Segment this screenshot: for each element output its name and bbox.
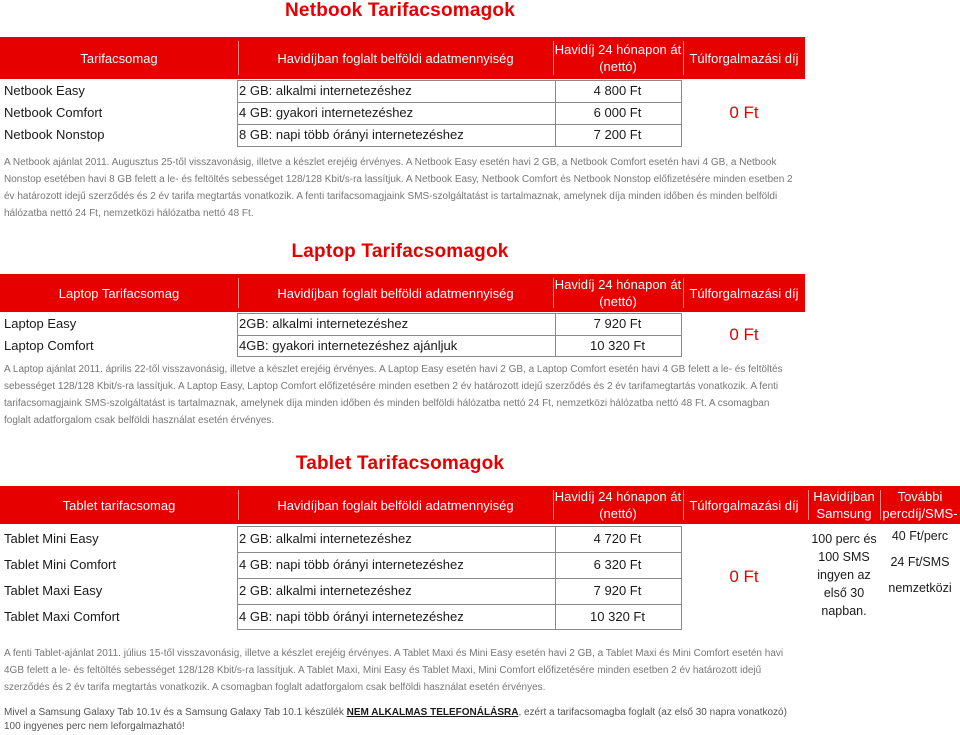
netbook-footnote: A Netbook ajánlat 2011. Augusztus 25-től visszavonásig, illetve a készlet erejéig érvényes. A Netbook Easy esetén havi 2 GB, a Netbook Comfort esetén havi 4 GB, a Netbook Nonstop esetében havi 8 GB felett a le- és feltöltés sebességet 128/128 Kbit/s-ra lassítjuk. A Netbook Easy, Netbook Comfort és Netbook Nonstop előfizetésére minden esetben 2 év határozott idejű szerződés és 2 év tarifa megtartás vonatkozik. A fenti tarifacsomagjaink SMS-szolgáltatást is tartalmaznak, amelynek díja minden időben és minden belföldi hálózatba nettó 24 Ft, nemzetközi hálózatba nettó 48 Ft. [4,157,793,219]
package-price: 7 920 Ft [593,316,642,331]
package-name: Netbook Easy [4,83,85,98]
header-package: Tarifacsomag [80,50,158,66]
package-name: Laptop Comfort [4,338,94,353]
laptop-footnote: A Laptop ajánlat 2011. április 22-től visszavonásig, illetve a készlet erejéig érvényes. A Laptop Easy esetén havi 2 GB, a Laptop Comfort esetén havi 4 GB felett a le- és feltöltés sebességet 128/128 Kbit/s-ra lassítjuk. A Laptop Easy, Laptop Comfort előfizetésére minden esetben 2 év határozott idejű szerződés és 2 év tarifamegtartás vonatkozik. A fenti tarifacsomagjaink SMS-szolgáltatást is tartalmaznak, amelynek díja minden időben és minden belföldi hálózatba nettó 24 Ft, nemzetközi hálózatba nettó 48 Ft. A csomagban foglalt adatforgalom csak belföldi használat esetén érvényes. [4,364,783,426]
disclaimer-emphasis: NEM ALKALMAS TELEFONÁLÁSRA [346,707,519,718]
overage-fee: 0 Ft [729,103,759,122]
package-price: 7 920 Ft [593,583,642,598]
laptop-table-header [0,274,805,312]
package-price: 6 000 Ft [593,105,642,120]
package-data: 4 GB: gyakori internetezéshez [239,105,414,120]
samsung-disclaimer [4,705,787,720]
samsung-disclaimer-line2: 100 ingyenes perc nem leforgalmazható! [4,721,185,732]
package-data: 4 GB: napi több órányi internetezéshez [239,557,464,572]
header-overage: Túlforgalmazási díj [689,285,799,301]
package-price: 4 800 Ft [593,83,642,98]
package-price: 6 320 Ft [593,557,642,572]
package-data: 2 GB: alkalmi internetezéshez [239,83,412,98]
package-data: 4GB: gyakori internetezéshez ajánljuk [239,338,458,353]
header-price: Havidíj 24 hónapon át (nettó) [554,277,682,309]
package-data: 2GB: alkalmi internetezéshez [239,316,409,331]
header-samsung: Havidíjban Samsung [813,489,875,521]
package-price: 4 720 Ft [593,531,642,546]
header-extra: További percdíj/SMS- [882,489,958,521]
header-overage: Túlforgalmazási díj [689,497,799,513]
disclaimer-text: Mivel a Samsung Galaxy Tab 10.1v és a Samsung Galaxy Tab 10.1 készülék [4,707,347,718]
netbook-title: Netbook Tarifacsomagok [285,0,515,21]
extra-minute-price: 40 Ft/perc [891,529,949,543]
header-data: Havidíjban foglalt belföldi adatmennyiség [277,285,514,301]
header-overage: Túlforgalmazási díj [689,50,799,66]
netbook-table-header [0,37,805,79]
extra-sms-price: 24 Ft/SMS [890,555,950,569]
laptop-title: Laptop Tarifacsomagok [291,241,509,262]
header-data: Havidíjban foglalt belföldi adatmennyiség [277,50,514,66]
disclaimer-text-end: , ezért a tarifacsomagba foglalt (az első 30 napra vonatkozó) [518,707,787,718]
package-name: Laptop Easy [4,316,77,331]
package-name: Netbook Comfort [4,105,103,120]
header-package: Laptop Tarifacsomag [58,285,180,301]
package-name: Tablet Mini Comfort [4,557,116,572]
header-data: Havidíjban foglalt belföldi adatmennyiség [277,497,514,513]
package-price: 7 200 Ft [593,127,642,142]
samsung-bonus: 100 perc és 100 SMS ingyen az első 30 napban. [811,532,877,618]
package-name: Tablet Maxi Easy [4,583,103,598]
overage-fee: 0 Ft [729,567,759,586]
package-price: 10 320 Ft [590,609,645,624]
package-name: Tablet Mini Easy [4,531,99,546]
header-price: Havidíj 24 hónapon át (nettó) [554,489,682,521]
tablet-footnote: A fenti Tablet-ajánlat 2011. július 15-től visszavonásig, illetve a készlet erejéig érvényes. A Tablet Maxi és Mini Easy esetén havi 2 GB, a Tablet Maxi és Mini Comfort esetén havi 4GB felett a le- és feltöltés sebességet 128/128 Kbit/s-ra lassítjuk. A Tablet Maxi, Mini Easy és Tablet Maxi, Mini Comfort előfizetésére minden esetben 2 év határozott idejű szerződés és 2 év tarifa megtartás vonatkozik. A csomagban foglalt adatforgalom csak belföldi használat esetén érvényes. [4,648,784,693]
package-name: Netbook Nonstop [4,127,105,142]
header-package: Tablet tarifacsomag [62,497,176,513]
package-data: 8 GB: napi több órányi internetezéshez [239,127,464,142]
extra-international: nemzetközi [888,581,952,595]
package-data: 2 GB: alkalmi internetezéshez [239,583,412,598]
package-data: 2 GB: alkalmi internetezéshez [239,531,412,546]
overage-fee: 0 Ft [729,325,759,344]
package-data: 4 GB: napi több órányi internetezéshez [239,609,464,624]
package-name: Tablet Maxi Comfort [4,609,120,624]
package-price: 10 320 Ft [590,338,645,353]
tablet-title: Tablet Tarifacsomagok [295,453,505,474]
tablet-table-header [0,486,960,524]
header-price: Havidíj 24 hónapon át (nettó) [554,42,682,74]
